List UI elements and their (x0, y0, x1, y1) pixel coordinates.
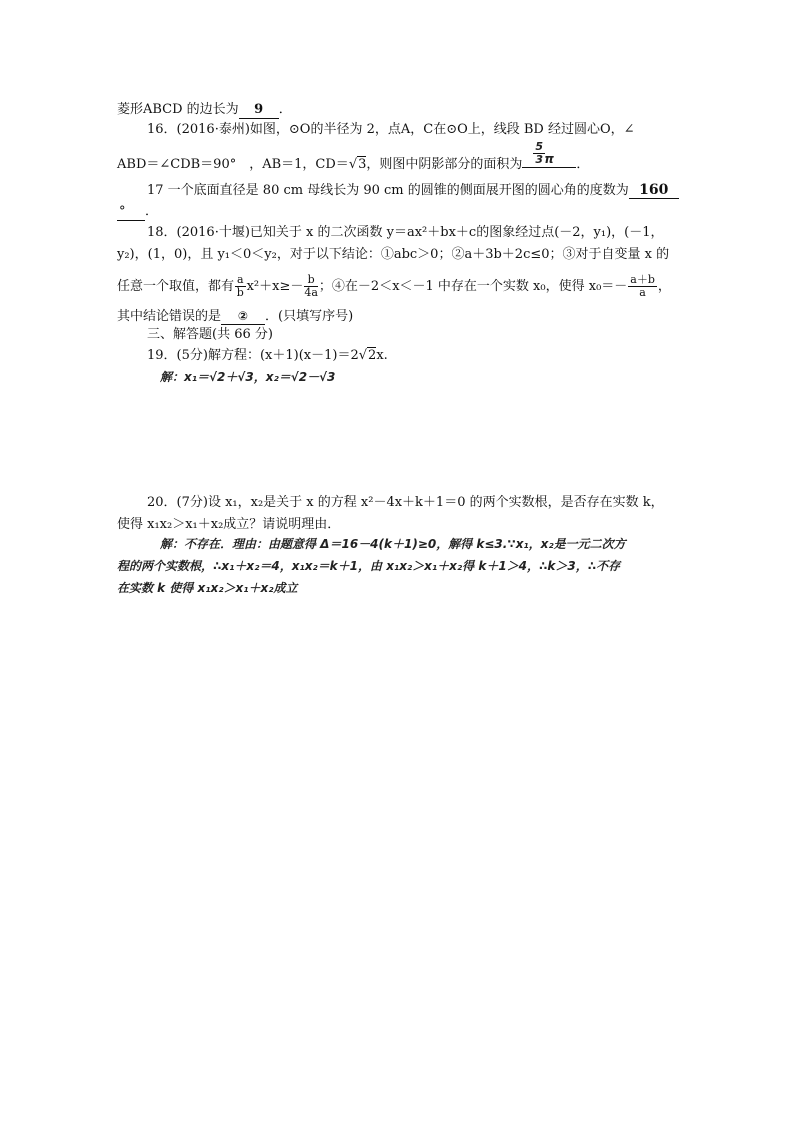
q19-text: 19．(5分)解方程：(x＋1)(x－1)＝2 (147, 348, 359, 363)
q19-solution: 解：x₁＝√2＋√3，x₂＝√2－√3 (160, 370, 336, 384)
q19-sqrt2: 2 (368, 348, 377, 363)
q16-ans-pi: π (544, 152, 554, 166)
q17-end: ． (145, 204, 159, 219)
q18-text-a: 任意一个取值，都有 (117, 279, 235, 294)
q18-frac1-num: a (237, 273, 244, 286)
q18-text-d: ， (657, 279, 671, 294)
q18-frac1-den: b (236, 286, 244, 299)
q17-text: 17 一个底面直径是 80 cm 母线长为 90 cm 的圆锥的侧面展开图的圆心角的度数为 (147, 183, 629, 198)
q18-frac2-den: 4a (304, 286, 318, 299)
q19-text-end: x. (376, 348, 388, 363)
q16-end: ． (576, 157, 590, 172)
q15-tail (117, 102, 292, 119)
q18-text-b: x²＋x≥－ (246, 279, 304, 294)
q15-answer: 9 (239, 102, 279, 119)
q15-text: 菱形ABCD 的边长为 (117, 102, 239, 117)
q18-text-f: ．(只填写序号) (265, 309, 354, 324)
q20-solution-line2: 程的两个实数根，∴x₁＋x₂＝4，x₁x₂＝k＋1，由 x₁x₂＞x₁＋x₂得 k＋1＞4，∴k＞3，∴不存 (117, 559, 621, 573)
q20-solution-line3: 在实数 k 使得 x₁x₂＞x₁＋x₂成立 (117, 581, 298, 595)
q17-answer1: 160 (629, 182, 679, 199)
q18-frac3-num: a＋b (630, 273, 655, 286)
q16-ans-num: 5 (535, 140, 544, 153)
q17-line2 (117, 204, 158, 221)
q18-answer: ② (221, 308, 265, 325)
q20-solution-line1: 解：不存在．理由：由题意得 Δ＝16－4(k＋1)≥0，解得 k≤3.∵x₁，x₂是一元二次方 (160, 537, 626, 551)
section3-title: 三、解答题(共 66 分) (147, 327, 273, 342)
q18-line4 (117, 308, 353, 325)
q16-text-b: ，则图中阴影部分的面积为 (366, 157, 523, 172)
q16-sqrt3: 3 (358, 157, 367, 172)
q16-text-a: ABD＝∠CDB＝90° ，AB＝1，CD＝ (117, 157, 349, 172)
q18-frac3-den: a (639, 286, 646, 299)
q18-line2: y₂)，(1，0)，且 y₁＜0＜y₂，对于以下结论：①abc＞0；②a＋3b＋2c≤0；③对于自变量 x 的 (117, 247, 670, 262)
q18-text-e: 其中结论错误的是 (117, 309, 222, 324)
q18-line1: 18．(2016·十堰)已知关于 x 的二次函数 y＝ax²＋bx＋c的图象经过点(－2，y₁)，(－1， (147, 225, 664, 240)
q20-line2: 使得 x₁x₂＞x₁＋x₂成立？请说明理由． (117, 517, 341, 532)
q18-line3 (117, 270, 671, 304)
q18-text-c: ；④在－2＜x＜－1 中存在一个实数 x₀，使得 x₀＝－ (318, 279, 628, 294)
q15-end: ． (278, 102, 292, 117)
q19-line1: 19．(5分)解方程：(x＋1)(x－1)＝2√2x. (147, 348, 388, 363)
q16-line1: 16．(2016·泰州)如图，⊙O的半径为 2，点A，C在⊙O上，线段 BD 经过圆心O，∠ (147, 122, 635, 137)
q20-line1: 20．(7分)设 x₁，x₂是关于 x 的方程 x²－4x＋k＋1＝0 的两个实数根，是否存在实数 k， (147, 495, 664, 510)
q17-line1 (147, 182, 679, 199)
q16-ans-den: 3 (535, 153, 544, 166)
q18-frac2-num: b (304, 274, 318, 287)
q17-answer2: ° (117, 204, 145, 221)
q16-answer (522, 140, 576, 168)
q16-line2: ABD＝∠CDB＝90° ，AB＝1，CD＝√3，则图中阴影部分的面积为 $\frac{5}{3}$ π ． (117, 140, 590, 172)
